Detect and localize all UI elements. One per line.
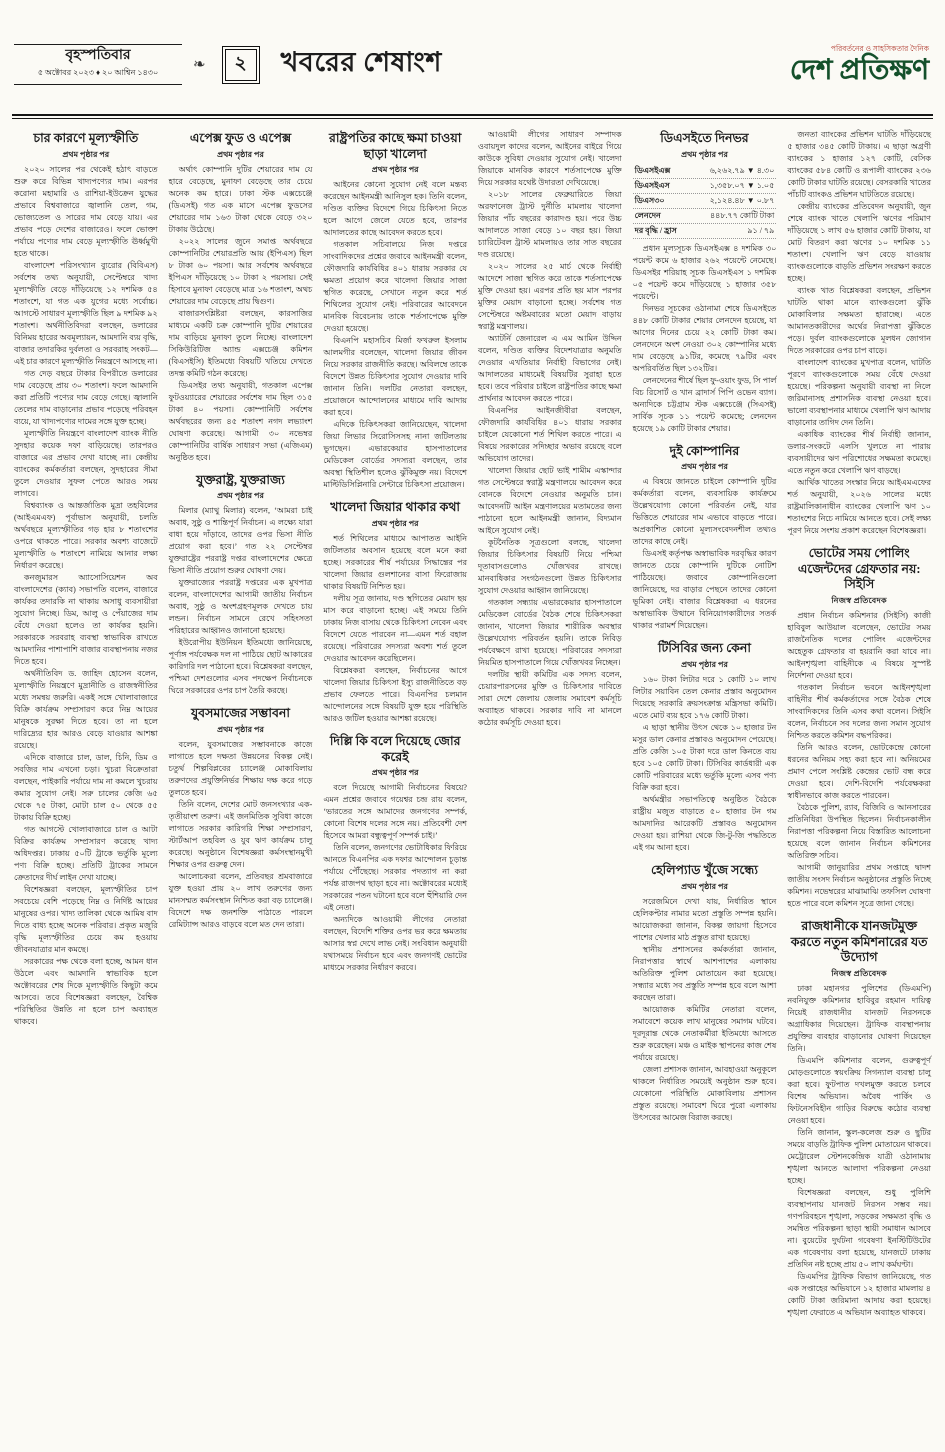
staff-reporter-byline: নিজস্ব প্রতিবেদক [831,968,887,978]
paragraph: গতকাল সচিবালয়ে নিজ দপ্তরে সাংবাদিকদের প্রশ্নের জবাবে আইনমন্ত্রী বলেন, ফৌজদারি কার্যবিধির ৪০১ ধারায় সরকার যে ক্ষমতা প্রয়োগ করে খালেদা জিয়ার সাজা স্থগিত করেছে, সেখানে নতুন করে শর্ত শিথিলের সুযোগ নেই। পরিবারের আবেদনে মানবিক বিবেচনায় তাকে শর্তসাপেক্ষে মুক্তি দেওয়া হয়েছে। [323,240,467,334]
paragraph: অ্যাটর্নি জেনারেল এ এম আমিন উদ্দিন বলেন, দণ্ডিত ব্যক্তির বিদেশযাত্রার অনুমতি দেওয়ার এখতিয়ার নির্বাহী বিভাগের নেই। আদালতের মাধ্যমেই বিষয়টির সুরাহা হতে হবে। তবে পরিবার চাইলে রাষ্ট্রপতির কাছে ক্ষমা প্রার্থনার আবেদন করতে পারে। [478,334,622,404]
paragraph: শর্ত শিথিলের মাধ্যমে আপাতত আইনি জটিলতার অবসান হয়েছে বলে মনে করা হচ্ছে। সরকারের শীর্ষ পর্যায়ের সিদ্ধান্তের পর খালেদা জিয়ার গুলশানের বাসা ফিরোজায় থাকার বিষয়টি নিশ্চিত হয়। [323,534,467,592]
article-body [633,674,777,854]
article-helipad [633,863,777,1124]
article-inflation [14,131,158,1028]
figure-value: ১,৩৫৮.০৭ ▼ ১.০৫ [709,180,775,190]
paragraph: ইউরোপীয় ইউনিয়ন ইতিমধ্যে জানিয়েছে, পূর্ণাঙ্গ পর্যবেক্ষক দল না পাঠিয়ে ছোট আকারের কারিগরি দল পাঠানো হবে। বিশ্লেষকরা বলছেন, পশ্চিমা দেশগুলোর এসব পদক্ষেপ নির্বাচনকে ঘিরে সরকারের ওপর চাপ তৈরি করছে। [168,638,313,696]
paragraph: বাজারসংশ্লিষ্টরা বলছেন, কারসাজির মাধ্যমে একটি চক্র কোম্পানি দুটির শেয়ারের দাম বাড়িয়ে মুনাফা তুলে নিচ্ছে। বাংলাদেশ সিকিউরিটিজ অ্যান্ড এক্সচেঞ্জ কমিশন (বিএসইসি) ইতিমধ্যে বিষয়টি খতিয়ে দেখতে তদন্ত কমিটি গঠন করেছে। [168,308,313,378]
paragraph: যুক্তরাজ্যের পররাষ্ট্র দপ্তরের এক মুখপাত্র বলেন, বাংলাদেশের আগামী জাতীয় নির্বাচন অবাধ, সুষ্ঠু ও অংশগ্রহণমূলক দেখতে চায় লন্ডন। নির্বাচন সামনে রেখে সহিংসতা পরিহারের আহ্বানও জানানো হয়েছে। [168,578,313,636]
section-title: খবরের শেষাংশ [280,47,442,78]
paragraph: স্থানীয় প্রশাসনের কর্মকর্তারা জানান, নিরাপত্তার স্বার্থে আশপাশের এলাকায় অতিরিক্ত পুলিশ মোতায়েন করা হয়েছে। সন্ধ্যার মধ্যে সব প্রস্তুতি সম্পন্ন হবে বলে আশা করছেন তারা। [632,944,777,1002]
article-body [323,533,467,725]
paragraph: গত দেড় বছরে টাকার বিপরীতে ডলারের দাম বেড়েছে প্রায় ৩০ শতাংশ। ফলে আমদানি করা প্রতিটি পণ্যের দাম বেড়ে গেছে। জ্বালানি তেলের দাম বাড়ানোর প্রভাব পড়েছে পরিবহন ব্যয়ে, যা খাদ্যপণ্যের দামের সঙ্গে যুক্ত হচ্ছে। [14,368,158,426]
figure-row [633,209,777,224]
article-us-uk [169,473,313,698]
article-cec [787,546,931,910]
paragraph: লেনদেনের শীর্ষে ছিল ফু-ওয়াং ফুড, সি পার্ল বিচ রিসোর্ট ও খান ব্রাদার্স পিপি ওভেন ব্যাগ। অন্যদিকে চট্টগ্রাম স্টক এক্সচেঞ্জে (সিএসই) সার্বিক সূচক ১১ পয়েন্ট কমেছে; লেনদেন হয়েছে ১৯ কোটি টাকার শেয়ার। [632,375,777,433]
article-apex [169,131,313,464]
figure-label: দর বৃদ্ধি / হ্রাস [634,225,677,235]
column-6 [787,129,931,1328]
paragraph: বাংলাদেশ ব্যাংকের মুখপাত্র বলেন, ঘাটতি পূরণে ব্যাংকগুলোকে সময় বেঁধে দেওয়া হয়েছে। পরিকল্পনা অনুযায়ী ব্যবস্থা না নিলে জরিমানাসহ প্রশাসনিক ব্যবস্থা নেওয়া হবে। ভালো ব্যবস্থাপনার মাধ্যমে খেলাপি ঋণ আদায় বাড়ানোর তাগিদ দেন তিনি। [787,358,931,428]
continued-from-label: প্রথম পৃষ্ঠার পর [371,768,419,778]
paragraph: ঢাকা মহানগর পুলিশের (ডিএমপি) নবনিযুক্ত কমিশনার হাবিবুর রহমান দায়িত্ব নিয়েই রাজধানীর যানজট নিরসনকে অগ্রাধিকার দিয়েছেন। ট্রাফিক ব্যবস্থাপনায় প্রযুক্তির ব্যবহার বাড়ানোর ঘোষণা দিয়েছেন তিনি। [787,983,931,1053]
paragraph: তিনি বলেন, জনগণের ভোটাধিকার ফিরিয়ে আনতে বিএনপির এক দফার আন্দোলন চূড়ান্ত পর্যায়ে পৌঁছেছে। সরকার পদত্যাগ না করা পর্যন্ত রাজপথ ছাড়া হবে না। অক্টোবরের মধ্যেই সরকারের পতন ঘটানো হবে বলে হুঁশিয়ারি দেন এই নেতা। [323,843,467,913]
paragraph: এদিকে বাজারে চাল, ডাল, চিনি, ডিম ও সবজির দাম এখনো চড়া। খুচরা বিক্রেতারা বলছেন, পাইকারি পর্যায়ে দাম না কমলে খুচরায় কমার সুযোগ নেই। সরু চালের কেজি ৬৫ থেকে ৭৫ টাকা, মোটা চাল ৫০ থেকে ৫৫ টাকায় বিক্রি হচ্ছে। [14,752,158,822]
column-1 [14,129,158,1328]
article-headline: খালেদা জিয়ার থাকার কথা [330,500,461,515]
paragraph: ডিএসইর তথ্য অনুযায়ী, গতকাল এপেক্স ফুটওয়্যারের শেয়ারের সর্বশেষ দাম ছিল ৩১৫ টাকা ৪০ পয়সা। কোম্পানিটি সর্বশেষ অর্থবছরের জন্য ৪৫ শতাংশ নগদ লভ্যাংশ ঘোষণা করেছে। আগামী ৩০ নভেম্বর কোম্পানিটির বার্ষিক সাধারণ সভা (এজিএম) অনুষ্ঠিত হবে। [168,380,313,462]
date-block [14,44,182,84]
continued-from-label: প্রথম পৃষ্ঠার পর [681,881,728,891]
paragraph: এ বিষয়ে জানতে চাইলে কোম্পানি দুটির কর্মকর্তারা বলেন, ব্যবসায়িক কার্যক্রমে উল্লেখযোগ্য কোনো পরিবর্তন নেই, যার ভিত্তিতে শেয়ারের দাম এভাবে বাড়তে পারে। অপ্রকাশিত কোনো মূল্যসংবেদনশীল তথ্যও তাদের কাছে নেই। [632,477,777,547]
article-headline: দুই কোম্পানির [669,443,740,458]
page-number: ২ [234,52,247,74]
paragraph: ডিএসই কর্তৃপক্ষ অস্বাভাবিক দরবৃদ্ধির কারণ জানতে চেয়ে কোম্পানি দুটিকে নোটিশ পাঠিয়েছে। জবাবে কোম্পানিগুলো জানিয়েছে, দর বাড়ার পেছনে তাদের কোনো ভূমিকা নেই। বাজার বিশ্লেষকরা এ ধরনের অস্বাভাবিক উত্থানে বিনিয়োগকারীদের সতর্ক থাকার পরামর্শ দিয়েছেন। [632,549,777,631]
article-headline: হেলিপ্যাড খুঁজে সন্ধ্যে [651,863,758,878]
paragraph: ২০২০ সালের ২৫ মার্চ থেকে নির্বাহী আদেশে সাজা স্থগিত করে তাকে শর্তসাপেক্ষে মুক্তি দেওয়া হয়। এরপর প্রতি ছয় মাস পরপর মুক্তির মেয়াদ বাড়ানো হচ্ছে। সর্বশেষ গত সেপ্টেম্বরে অষ্টমবারের মতো মেয়াদ বাড়ায় স্বরাষ্ট্র মন্ত্রণালয়। [478,262,622,332]
paragraph: ২০২২ সালের জুনে সমাপ্ত অর্থবছরে কোম্পানিটির শেয়ারপ্রতি আয় (ইপিএস) ছিল ৮ টাকা ৬০ পয়সা। আর সর্বশেষ অর্থবছরে ইপিএস দাঁড়িয়েছে ১০ টাকা ২ পয়সায়। সেই হিসাবে মুনাফা বেড়েছে মাত্র ১৬ শতাংশ, অথচ শেয়ারের দাম বেড়েছে প্রায় দ্বিগুণ। [168,236,313,306]
paragraph: বিশ্লেষকরা বলছেন, নির্বাচনের আগে খালেদা জিয়ার চিকিৎসা ইস্যু রাজনীতিতে বড় প্রভাব ফেলতে পারে। বিএনপির চলমান আন্দোলনের সঙ্গে বিষয়টি যুক্ত হয়ে পরিস্থিতি আরও জটিল হওয়ার আশঙ্কা রয়েছে। [323,666,467,724]
paragraph: তিনি জানান, স্কুল-কলেজ শুরু ও ছুটির সময়ে বাড়তি ট্রাফিক পুলিশ মোতায়েন থাকবে। মেট্রোরেল স্টেশনকেন্দ্রিক যাত্রী ওঠানামায় শৃঙ্খলা আনতে আলাদা পরিকল্পনা নেওয়া হচ্ছে। [787,1127,931,1185]
paragraph: বিশ্বব্যাংক ও আন্তর্জাতিক মুদ্রা তহবিলের (আইএমএফ) পূর্বাভাস অনুযায়ী, চলতি অর্থবছরে মূল্যস্ফীতির গড় হার ৮ শতাংশের ওপরে থাকতে পারে। সরকার অবশ্য বাজেটে মূল্যস্ফীতি ৬ শতাংশে নামিয়ে আনার লক্ষ্য নির্ধারণ করেছে। [14,500,158,570]
paragraph: দলীয় সূত্র জানায়, দণ্ড স্থগিতের মেয়াদ ছয় মাস করে বাড়ানো হচ্ছে। এই সময়ে তিনি ঢাকায় নিজ বাসায় থেকে চিকিৎসা নেবেন এবং বিদেশে যেতে পারবেন না—এমন শর্ত বহাল রয়েছে। পরিবারের সদস্যরা অবশ্য শর্ত তুলে দেওয়ার আবেদন করেছিলেন। [323,594,467,664]
paragraph: কনজুমারস অ্যাসোসিয়েশন অব বাংলাদেশের (ক্যাব) সভাপতি বলেন, বাজারে কার্যকর তদারকি না থাকায় অসাধু ব্যবসায়ীরা সুযোগ নিচ্ছে। ডিম, আলু ও পেঁয়াজের দাম বেঁধে দেওয়া হলেও তা কার্যকর হয়নি। সরকারকে সরবরাহ ব্যবস্থা স্বাভাবিক রাখতে আমদানির পাশাপাশি বাজার ব্যবস্থাপনায় নজর দিতে হবে। [14,572,158,666]
article-body [633,243,777,435]
paragraph: মিলার (ম্যাথু মিলার) বলেন, ‘আমরা চাই অবাধ, সুষ্ঠু ও শান্তিপূর্ণ নির্বাচন। এ লক্ষ্যে যারা বাধা হয়ে দাঁড়াবে, তাদের ওপর ভিসা নীতি প্রয়োগ করা হবে।’ গত ২২ সেপ্টেম্বর যুক্তরাষ্ট্রের পররাষ্ট্র দপ্তর বাংলাদেশের ক্ষেত্রে ভিসা নীতি প্রয়োগ শুরুর ঘোষণা দেয়। [168,506,313,576]
figure-value: ৪৪৮.৭৭ কোটি টাকা [709,210,775,220]
figure-label: ডিএস৩০ [634,195,665,205]
article-youth [169,706,313,931]
paragraph: এদিকে চিকিৎসকরা জানিয়েছেন, খালেদা জিয়া লিভার সিরোসিসসহ নানা জটিলতায় ভুগছেন। এভারকেয়ার হাসপাতালের মেডিকেল বোর্ডের সদস্যরা বলছেন, তার অবস্থা স্থিতিশীল হলেও ঝুঁকিমুক্ত নয়। বিদেশে মাল্টিডিসিপ্লিনারি সেন্টারে চিকিৎসা প্রয়োজন। [323,420,467,490]
paragraph: অর্থাৎ কোম্পানি দুটির শেয়ারের দাম যে হারে বেড়েছে, মুনাফা বেড়েছে তার চেয়ে অনেক কম হারে। ঢাকা স্টক এক্সচেঞ্জে (ডিএসই) গত এক মাসে এপেক্স ফুডসের শেয়ারের দাম ১৬৩ টাকা থেকে বেড়ে ৩২০ টাকায় উঠেছে। [168,164,313,234]
article-body [787,610,931,910]
page-number-box [225,49,257,81]
article-body [787,129,931,537]
paragraph: গতকাল সন্ধ্যায় এভারকেয়ার হাসপাতালে মেডিকেল বোর্ডের বৈঠক শেষে চিকিৎসকরা জানান, খালেদা জিয়ার শারীরিক অবস্থার উল্লেখযোগ্য পরিবর্তন হয়নি। তাকে নিবিড় পর্যবেক্ষণে রাখা হয়েছে। পরিবারের সদস্যরা নিয়মিত হাসপাতালে গিয়ে খোঁজখবর নিচ্ছেন। [478,598,622,668]
continued-from-label: প্রথম পৃষ্ঠার পর [371,165,419,175]
article-headline: এপেক্স ফুড ও এপেক্স [189,131,292,146]
article-khaleda-pardon [323,131,467,491]
article-khaleda-stay [323,500,467,725]
paragraph: এ ছাড়া স্থানীয় উৎস থেকে ১০ হাজার টন মসুর ডাল কেনার প্রস্তাবও অনুমোদন পেয়েছে। প্রতি কেজি ১০৫ টাকা দরে ডাল কিনতে ব্যয় হবে ১০৫ কোটি টাকা। টিসিবির কার্ডধারী এক কোটি পরিবারের মধ্যে ভর্তুকি মূল্যে এসব পণ্য বিক্রি করা হবে। [632,723,777,793]
figure-row [633,224,777,239]
paragraph: বাংলাদেশ পরিসংখ্যান ব্যুরোর (বিবিএস) সর্বশেষ তথ্য অনুযায়ী, সেপ্টেম্বরে খাদ্য মূল্যস্ফীতি বেড়ে দাঁড়িয়েছে ১২ দশমিক ৫৪ শতাংশে, যা গত এক যুগের মধ্যে সর্বোচ্চ। আগস্টে সাধারণ মূল্যস্ফীতি ছিল ৯ দশমিক ৯২ শতাংশ। অর্থনীতিবিদরা বলছেন, ডলারের বিনিময় হারের অবমূল্যায়ন, আমদানি ব্যয় বৃদ্ধি, বাজার তদারকির দুর্বলতা ও সরবরাহ সংকট—এই চার কারণে মূল্যস্ফীতি নিয়ন্ত্রণে আসছে না। [14,260,158,366]
paper-name-logo: দেশ প্রতিক্ষণ [789,55,929,87]
market-figures [633,164,777,239]
paragraph: খালেদা জিয়ার ছোট ভাই শামীম এস্কান্দার গত সেপ্টেম্বরে স্বরাষ্ট্র মন্ত্রণালয়ে আবেদন করে বোনকে বিদেশে নেওয়ার অনুমতি চান। আবেদনটি আইন মন্ত্রণালয়ের মতামতের জন্য পাঠানো হলে আইনমন্ত্রী জানান, বিদ্যমান আইনে সুযোগ নেই। [478,466,622,536]
article-two-companies [633,444,777,633]
figure-label: ডিএসইএক্স [634,165,671,175]
continued-from-label: প্রথম পৃষ্ঠার পর [217,491,264,501]
weekday-label: বৃহস্পতিবার [65,48,131,64]
paragraph: কূটনৈতিক সূত্রগুলো বলছে, খালেদা জিয়ার চিকিৎসার বিষয়টি নিয়ে পশ্চিমা দূতাবাসগুলোও খোঁজখবর রাখছে। মানবাধিকার সংগঠনগুলো উন্নত চিকিৎসার সুযোগ দেওয়ার আহ্বান জানিয়েছে। [478,538,622,596]
paragraph: ২০১৮ সালের ফেব্রুয়ারিতে জিয়া অরফানেজ ট্রাস্ট দুর্নীতি মামলায় খালেদা জিয়ার পাঁচ বছরের কারাদণ্ড হয়। পরে উচ্চ আদালতে সাজা বেড়ে ১০ বছর হয়। জিয়া চ্যারিটেবল ট্রাস্ট মামলায়ও তার সাত বছরের দণ্ড রয়েছে। [478,190,622,260]
paragraph: কেন্দ্রীয় ব্যাংকের প্রতিবেদন অনুযায়ী, জুন শেষে ব্যাংক খাতে খেলাপি ঋণের পরিমাণ দাঁড়িয়েছে ১ লাখ ৫৬ হাজার কোটি টাকায়, যা মোট বিতরণ করা ঋণের ১০ দশমিক ১১ শতাংশ। খেলাপি ঋণ বেড়ে যাওয়ায় ব্যাংকগুলোকে বাড়তি প্রভিশন সংরক্ষণ করতে হচ্ছে। [787,202,931,284]
paragraph: তিনি বলেন, দেশের মোট জনসংখ্যার এক-তৃতীয়াংশ তরুণ। এই জনমিতিক সুবিধা কাজে লাগাতে সরকার কারিগরি শিক্ষা সম্প্রসারণ, স্টার্টআপ তহবিল ও যুব ঋণ কার্যক্রম চালু করেছে। অনুষ্ঠানে বিশেষজ্ঞরা কর্মসংস্থানমুখী শিক্ষার ওপর গুরুত্ব দেন। [168,800,313,870]
paragraph: বলেন, যুবসমাজের সম্ভাবনাকে কাজে লাগাতে হলে দক্ষতা উন্নয়নের বিকল্প নেই। চতুর্থ শিল্পবিপ্লবের চ্যালেঞ্জ মোকাবিলায় তরুণদের প্রযুক্তিনির্ভর শিক্ষায় দক্ষ করে গড়ে তুলতে হবে। [168,740,313,798]
paragraph: গতকাল নির্বাচন ভবনে আইনশৃঙ্খলা বাহিনীর শীর্ষ কর্মকর্তাদের সঙ্গে বৈঠক শেষে সাংবাদিকদের তিনি এসব কথা বলেন। সিইসি বলেন, নির্বাচনে সব দলের জন্য সমান সুযোগ নিশ্চিত করতে কমিশন বদ্ধপরিকর। [787,683,931,741]
paragraph: অর্থমন্ত্রীর সভাপতিত্বে অনুষ্ঠিত বৈঠকে রাষ্ট্রীয় মজুত বাড়াতে ৫০ হাজার টন গম আমদানির আরেকটি প্রস্তাবও অনুমোদন দেওয়া হয়। রাশিয়া থেকে জি-টু-জি পদ্ধতিতে এই গম আনা হবে। [632,795,777,853]
article-headline: যুক্তরাষ্ট্র, যুক্তরাজ্য [196,472,285,487]
paragraph: ১৬০ টাকা লিটার দরে ১ কোটি ১০ লাখ লিটার সয়াবিন তেল কেনার প্রস্তাব অনুমোদন দিয়েছে সরকারি ক্রয়সংক্রান্ত মন্ত্রিসভা কমিটি। এতে মোট ব্যয় হবে ১৭৬ কোটি টাকা। [632,675,777,721]
article-khaleda-continuation [478,129,622,729]
continued-from-label: প্রথম পৃষ্ঠার পর [62,149,110,159]
paragraph: অর্থনীতিবিদ ড. জাহিদ হোসেন বলেন, মূল্যস্ফীতি নিয়ন্ত্রণে মুদ্রানীতি ও রাজস্বনীতির মধ্যে সমন্বয় জরুরি। একই সঙ্গে খোলাবাজারে বিক্রি কার্যক্রম সম্প্রসারণ করে নিম্ন আয়ের মানুষকে সুরক্ষা দিতে হবে। তা না হলে দারিদ্র্যের হার আরও বেড়ে যাওয়ার আশঙ্কা রয়েছে। [14,668,158,750]
article-body [169,164,313,464]
article-body [323,179,467,491]
article-dse [633,131,777,435]
article-body [169,739,313,931]
figure-value: ২,১২৪.৪৮ ▼ ০.৮৭ [709,195,775,205]
paragraph: ব্যাংক খাত বিশ্লেষকরা বলছেন, প্রভিশন ঘাটতি থাকা মানে ব্যাংকগুলো ঝুঁকি মোকাবিলার সক্ষমতা হারাচ্ছে। এতে আমানতকারীদের অর্থের নিরাপত্তা ঝুঁকিতে পড়ে। দুর্বল ব্যাংকগুলোকে মূলধন জোগান দিতে সরকারের ওপর চাপ বাড়ে। [787,286,931,356]
paragraph: প্রধান মূল্যসূচক ডিএসইএক্স ৪ দশমিক ৩০ পয়েন্ট কমে ৬ হাজার ২৬২ পয়েন্টে নেমেছে। ডিএসইর শরিয়াহ সূচক ডিএসইএস ১ দশমিক ০৫ পয়েন্ট কমে দাঁড়িয়েছে ১ হাজার ৩৫৮ পয়েন্টে। [632,243,777,301]
continued-from-label: প্রথম পৃষ্ঠার পর [681,462,728,472]
paragraph: প্রধান নির্বাচন কমিশনার (সিইসি) কাজী হাবিবুল আউয়াল বলেছেন, ভোটের সময় রাজনৈতিক দলের পোলিং এজেন্টদের অহেতুক গ্রেফতার বা হয়রানি করা যাবে না। আইনশৃঙ্খলা বাহিনীকে এ বিষয়ে সুস্পষ্ট নির্দেশনা দেওয়া হবে। [787,611,931,681]
article-body [323,782,467,974]
article-body [633,476,777,632]
staff-reporter-byline: নিজস্ব প্রতিবেদক [831,596,887,606]
figure-value: ৬,২৬২.৭৯ ▼ ৪.৩০ [709,165,775,175]
article-body [169,505,313,697]
article-traffic [787,919,931,1319]
figure-value: ৯১ / ৭৯ [747,225,775,235]
paragraph: ২০২০ সালের পর থেকেই হঠাৎ বাড়তে শুরু করে বিভিন্ন খাদ্যপণ্যের দাম। এরপর করোনা মহামারি ও রাশিয়া-ইউক্রেন যুদ্ধের প্রভাবে বিশ্ববাজারে জ্বালানি তেল, গম, ভোজ্যতেল ও সারের দাম বেড়ে যায়। এর প্রভাব পড়ে দেশের বাজারেও। ফলে ভোক্তা পর্যায়ে পণ্যের দাম বেড়ে মূল্যস্ফীতি ঊর্ধ্বমুখী হতে থাকে। [14,164,158,258]
paragraph: জেলা প্রশাসক জানান, আবহাওয়া অনুকূলে থাকলে নির্ধারিত সময়েই অনুষ্ঠান শুরু হবে। যেকোনো পরিস্থিতি মোকাবিলায় প্রশাসন প্রস্তুত রয়েছে। সমাবেশ ঘিরে পুরো এলাকায় উৎসবের আমেজ বিরাজ করছে। [632,1064,777,1122]
figure-row [633,194,777,209]
paragraph: আওয়ামী লীগের সাধারণ সম্পাদক ওবায়দুল কাদের বলেন, আইনের বাইরে গিয়ে কাউকে সুবিধা দেওয়ার সুযোগ নেই। খালেদা জিয়াকে মানবিক কারণে শর্তসাপেক্ষে মুক্তি দিয়ে সরকার যথেষ্ট উদারতা দেখিয়েছে। [478,130,622,188]
paragraph: সরেজমিনে দেখা যায়, নির্ধারিত স্থানে হেলিকপ্টার নামার মতো প্রস্তুতি সম্পন্ন হয়নি। আয়োজকরা জানান, বিকল্প জায়গা হিসেবে পাশের খেলার মাঠ প্রস্তুত রাখা হয়েছে। [632,896,777,942]
article-tcb [633,641,777,854]
continued-from-label: প্রথম পৃষ্ঠার পর [217,725,264,735]
article-body [633,896,777,1124]
paragraph: বৈঠকে পুলিশ, র‌্যাব, বিজিবি ও আনসারের প্রতিনিধিরা উপস্থিত ছিলেন। নির্বাচনকালীন নিরাপত্তা পরিকল্পনা নিয়ে বিস্তারিত আলোচনা হয়েছে বলে জানান নির্বাচন কমিশনের অতিরিক্ত সচিব। [787,803,931,861]
paragraph: আগামী জানুয়ারির প্রথম সপ্তাহে দ্বাদশ জাতীয় সংসদ নির্বাচন অনুষ্ঠানের প্রস্তুতি নিচ্ছে কমিশন। নভেম্বরের মাঝামাঝি তফসিল ঘোষণা হতে পারে বলে কমিশন সূত্রে জানা গেছে। [787,863,931,909]
continued-from-label: প্রথম পৃষ্ঠার পর [371,519,419,529]
paragraph: দিনভর সূচকের ওঠানামা শেষে ডিএসইতে ৪৪৮ কোটি টাকার শেয়ার লেনদেন হয়েছে, যা আগের দিনের চেয়ে ২২ কোটি টাকা কম। লেনদেনে অংশ নেওয়া ৩০২ কোম্পানির মধ্যে দাম বেড়েছে ৯১টির, কমেছে ৭৯টির এবং অপরিবর্তিত ছিল ১৩২টির। [632,303,777,373]
article-headline: চার কারণে মূল্যস্ফীতি [33,131,139,146]
paragraph: বিএনপির আইনজীবীরা বলছেন, ফৌজদারি কার্যবিধির ৪০১ ধারায় সরকার চাইলে যেকোনো শর্ত শিথিল করতে পারে। এ বিষয়ে সরকারের সদিচ্ছার অভাব রয়েছে বলে অভিযোগ তাদের। [478,406,622,464]
paragraph: ডিএমপি কমিশনার বলেন, গুরুত্বপূর্ণ মোড়গুলোতে স্বয়ংক্রিয় সিগন্যাল ব্যবস্থা চালু করা হবে। ফুটপাত দখলমুক্ত করতে চলবে বিশেষ অভিযান। অবৈধ পার্কিং ও ফিটনেসবিহীন গাড়ির বিরুদ্ধে কঠোর ব্যবস্থা নেওয়া হবে। [787,1055,931,1125]
page-body [10,127,935,1328]
continued-from-label: প্রথম পৃষ্ঠার পর [681,149,728,159]
paragraph: আয়োজক কমিটির নেতারা বলেন, সমাবেশে কয়েক লাখ মানুষের সমাগম ঘটবে। দূরদূরান্ত থেকে নেতাকর্মীরা ইতিমধ্যে আসতে শুরু করেছেন। মঞ্চ ও মাইক স্থাপনের কাজ শেষ পর্যায়ে রয়েছে। [632,1004,777,1062]
masthead-rule-thin [12,118,933,119]
article-headline: ডিএসইতে দিনভর [660,131,749,146]
article-bank-continuation [787,129,931,537]
figure-row [633,179,777,194]
column-3 [323,129,467,1328]
paragraph: গত আগস্টে খোলাবাজারে চাল ও আটা বিক্রির কার্যক্রম সম্প্রসারণ করেছে খাদ্য অধিদপ্তর। ঢাকায় ৫০টি ট্রাকে ভর্তুকি মূল্যে পণ্য বিক্রি হচ্ছে। প্রতিটি ট্রাকের সামনে ক্রেতাদের দীর্ঘ লাইন দেখা যাচ্ছে। [14,824,158,882]
masthead-rule-thick [12,114,933,116]
paragraph: দলটির স্থায়ী কমিটির এক সদস্য বলেন, চেয়ারপারসনের মুক্তি ও চিকিৎসার দাবিতে সারা দেশে জেলায় জেলায় সমাবেশ কর্মসূচি অব্যাহত থাকবে। সরকার দাবি না মানলে কঠোর কর্মসূচি দেওয়া হবে। [478,670,622,728]
continued-from-label: প্রথম পৃষ্ঠার পর [681,660,728,670]
date-line: ৫ অক্টোবর ২০২৩ ♦ ২০ আশ্বিন ১৪৩০ [37,67,159,77]
column-5 [633,129,777,1328]
paragraph: বিএনপি মহাসচিব মির্জা ফখরুল ইসলাম আলমগীর বলেছেন, খালেদা জিয়ার জীবন নিয়ে সরকার রাজনীতি করছে। অবিলম্বে তাকে বিদেশে উন্নত চিকিৎসার সুযোগ দেওয়ার দাবি জানান তিনি। দলটির নেতারা বলছেন, প্রয়োজনে আন্দোলনের মাধ্যমে দাবি আদায় করা হবে। [323,336,467,418]
article-delhi [323,734,467,974]
paragraph: বলে দিয়েছে আগামী নির্বাচনের বিষয়ে? এমন প্রশ্নের জবাবে গয়েশ্বর চন্দ্র রায় বলেন, ‘ভারতের সঙ্গে আমাদের জনগণের সম্পর্ক, কোনো বিশেষ দলের সঙ্গে নয়। প্রতিবেশী দেশ হিসেবে আমরা বন্ধুত্বপূর্ণ সম্পর্ক চাই।’ [323,783,467,841]
continued-from-label: প্রথম পৃষ্ঠার পর [217,149,264,159]
paragraph: আইনের কোনো সুযোগ নেই বলে মন্তব্য করেছেন আইনমন্ত্রী আনিসুল হক। তিনি বলেন, দণ্ডিত ব্যক্তির বিদেশে গিয়ে চিকিৎসা নিতে হলে আগে জেলে যেতে হবে, তারপর আদালতের কাছে আবেদন করতে হবে। [323,180,467,238]
paragraph: বিশেষজ্ঞরা বলছেন, মূল্যস্ফীতির চাপ সবচেয়ে বেশি পড়েছে নিম্ন ও নির্দিষ্ট আয়ের মানুষের ওপর। খাদ্য তালিকা থেকে আমিষ বাদ দিতে বাধ্য হচ্ছে অনেক পরিবার। প্রকৃত মজুরি বৃদ্ধি মূল্যস্ফীতির চেয়ে কম হওয়ায় জীবনযাত্রার মান কমছে। [14,884,158,954]
paper-tagline: পরিবর্তনের ও সাহসিকতার দৈনিক [830,44,929,54]
paragraph: বিশেষজ্ঞরা বলছেন, শুধু পুলিশি ব্যবস্থাপনায় যানজট নিরসন সম্ভব নয়। গণপরিবহনে শৃঙ্খলা, সড়কের সক্ষমতা বৃদ্ধি ও সমন্বিত পরিকল্পনা ছাড়া স্থায়ী সমাধান আসবে না। বুয়েটের দুর্ঘটনা গবেষণা ইনস্টিটিউটের এক গবেষণায় বলা হয়েছে, যানজটে ঢাকায় প্রতিদিন নষ্ট হচ্ছে প্রায় ৫০ লাখ কর্মঘণ্টা। [787,1187,931,1269]
paragraph: আলোচকরা বলেন, প্রতিবছর শ্রমবাজারে যুক্ত হওয়া প্রায় ২০ লাখ তরুণের জন্য মানসম্মত কর্মসংস্থান নিশ্চিত করা বড় চ্যালেঞ্জ। বিদেশে দক্ষ জনশক্তি পাঠাতে পারলে রেমিট্যান্স আরও বাড়বে বলে মত দেন তারা। [168,872,313,930]
figure-label: লেনদেন [634,210,661,220]
column-2 [169,129,313,1328]
figure-label: ডিএসইএস [634,180,670,190]
article-body [787,983,931,1319]
paragraph: মূল্যস্ফীতি নিয়ন্ত্রণে বাংলাদেশ ব্যাংক নীতি সুদহার কয়েক দফা বাড়িয়েছে। তারপরও বাজারে এর প্রভাব দেখা যাচ্ছে না। কেন্দ্রীয় ব্যাংকের কর্মকর্তারা বলছেন, সুদহারের সীমা তুলে দেওয়ার সুফল পেতে আরও সময় লাগবে। [14,428,158,498]
ornament-icon: ❧ [193,57,206,74]
paragraph: জনতা ব্যাংকের প্রভিশন ঘাটতি দাঁড়িয়েছে ৫ হাজার ৩৪৫ কোটি টাকায়। এ ছাড়া অগ্রণী ব্যাংকের ১ হাজার ১২৭ কোটি, বেসিক ব্যাংকের ৫৮৪ কোটি ও রূপালী ব্যাংকের ২৩৬ কোটি টাকার ঘাটতি রয়েছে। বেসরকারি খাতের পাঁচটি ব্যাংকও প্রভিশন ঘাটতিতে রয়েছে। [787,130,931,200]
paragraph: আর্থিক খাতের সংস্কার নিয়ে আইএমএফের শর্ত অনুযায়ী, ২০২৬ সালের মধ্যে রাষ্ট্রমালিকানাধীন ব্যাংকের খেলাপি ঋণ ১০ শতাংশের নিচে নামিয়ে আনতে হবে। সেই লক্ষ্য পূরণ নিয়ে সংশয় প্রকাশ করেছেন বিশেষজ্ঞরা। [787,478,931,536]
paragraph: অন্যদিকে আওয়ামী লীগের নেতারা বলছেন, বিদেশি শক্তির ওপর ভর করে ক্ষমতায় আসার স্বপ্ন দেখে লাভ নেই। সংবিধান অনুযায়ী যথাসময়ে নির্বাচন হবে এবং জনগণই ভোটের মাধ্যমে সরকার নির্ধারণ করবে। [323,915,467,973]
paragraph: সরকারের পক্ষ থেকে বলা হচ্ছে, আমন ধান উঠলে এবং আমদানি স্বাভাবিক হলে অক্টোবরের শেষ দিকে মূল্যস্ফীতি কিছুটা কমে আসবে। তবে বিশেষজ্ঞরা বলছেন, বৈশ্বিক পরিস্থিতির উন্নতি না হলে চাপ অব্যাহত থাকবে। [14,956,158,1026]
masthead [10,10,935,111]
figure-row [633,164,777,179]
article-headline: দিল্লি কি বলে দিয়েছে জোর করেই [329,734,461,764]
article-headline: রাষ্ট্রপতির কাছে ক্ষমা চাওয়া ছাড়া খালেদা [328,131,462,161]
paragraph: ডিএমপির ট্রাফিক বিভাগ জানিয়েছে, গত এক সপ্তাহের অভিযানে ১২ হাজার মামলায় ৪ কোটি টাকা জরিমানা আদায় করা হয়েছে। শৃঙ্খলা ফেরাতে এ অভিযান অব্যাহত থাকবে। [787,1271,931,1317]
article-headline: রাজধানীকে যানজটমুক্ত করতে নতুন কমিশনারের যত উদ্যোগ [790,919,928,965]
article-body [478,129,622,729]
article-body [14,164,158,1028]
article-headline: যুবসমাজের সম্ভাবনা [190,706,290,721]
newspaper-brand [790,44,931,85]
article-headline: ভোটের সময় পোলিং এজেন্টদের গ্রেফতার নয়: সিইসি [797,546,921,592]
article-headline: টিসিবির জন্য কেনা [657,641,752,656]
paragraph: একাধিক ব্যাংকের শীর্ষ নির্বাহী জানান, ডলার-সংকটে এলসি খুলতে না পারায় ব্যবসায়ীদের ঋণ পরিশোধের সক্ষমতা কমেছে। এতে নতুন করে খেলাপি ঋণ বাড়ছে। [787,430,931,476]
column-4 [478,129,622,1328]
paragraph: তিনি আরও বলেন, ভোটকেন্দ্রে কোনো ধরনের অনিয়ম সহ্য করা হবে না। অনিয়মের প্রমাণ পেলে সংশ্লিষ্ট কেন্দ্রের ভোট বন্ধ করে দেওয়া হবে। দেশি-বিদেশি পর্যবেক্ষকরা স্বাধীনভাবে কাজ করতে পারবেন। [787,743,931,801]
